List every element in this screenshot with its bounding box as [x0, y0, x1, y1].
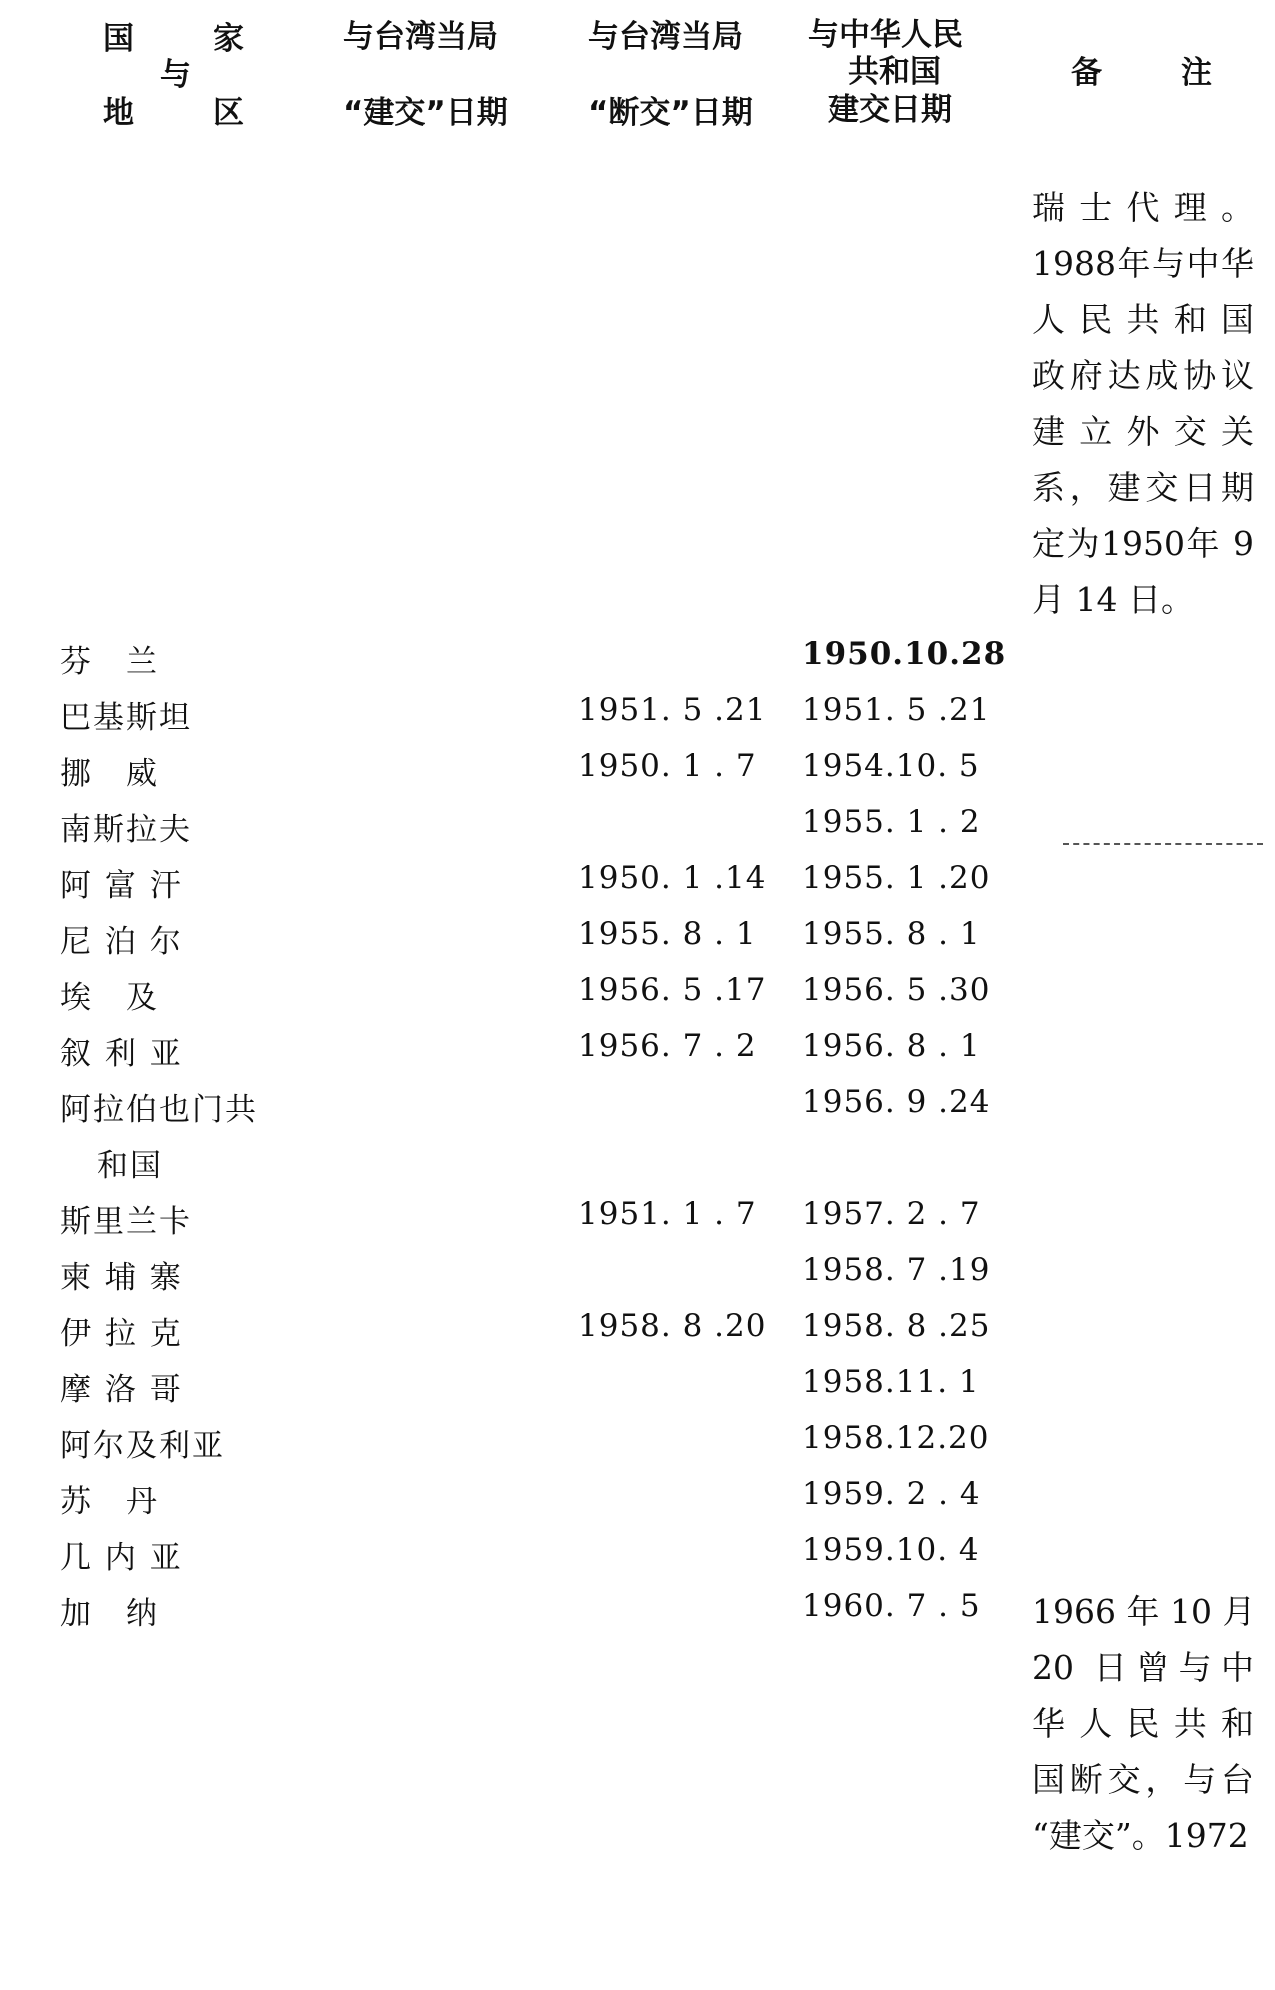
prc-date-cell: 1950.10.28 — [802, 636, 1007, 672]
remark-line: 国断交，与台 — [1032, 1760, 1254, 1799]
header-tw-break-line2: “断交”日期 — [588, 95, 753, 131]
prc-date-cell: 1955. 1 .20 — [802, 860, 991, 896]
prc-date-cell: 1960. 7 . 5 — [802, 1588, 981, 1624]
country-cell: 苏 丹 — [60, 1484, 159, 1520]
header-tw-break-line1: 与台湾当局 — [588, 19, 743, 55]
remark-line: 1966 年 10 月 — [1032, 1592, 1256, 1631]
tw-break-date-cell: 1951. 1 . 7 — [578, 1196, 757, 1232]
country-cell: 斯里兰卡 — [60, 1204, 192, 1240]
header-prc-line1: 与中华人民 — [808, 17, 963, 53]
prc-date-cell: 1957. 2 . 7 — [802, 1196, 981, 1232]
remark-line: 瑞士代理。 — [1032, 188, 1254, 227]
header-prc-line2: 共和国 — [848, 54, 941, 90]
country-cell: 阿尔及利亚 — [60, 1428, 225, 1464]
header-prc-line3: 建交日期 — [828, 92, 952, 128]
country-cell: 阿 富 汗 — [60, 868, 183, 904]
remark-line: 月 14 日。 — [1032, 580, 1194, 619]
prc-date-cell: 1958.12.20 — [802, 1420, 990, 1456]
header-country-top-left: 国 — [103, 21, 134, 57]
tw-break-date-cell: 1958. 8 .20 — [578, 1308, 767, 1344]
remark-line: 20 日曾与中 — [1032, 1648, 1254, 1687]
remark-line: 人民共和国 — [1032, 300, 1254, 339]
prc-date-cell: 1956. 8 . 1 — [802, 1028, 981, 1064]
prc-date-cell: 1955. 8 . 1 — [802, 916, 981, 952]
remark-line: 系，建交日期 — [1032, 468, 1254, 507]
country-cell: 阿拉伯也门共 — [60, 1092, 258, 1128]
tw-break-date-cell: 1950. 1 .14 — [578, 860, 767, 896]
tw-break-date-cell: 1956. 7 . 2 — [578, 1028, 757, 1064]
prc-date-cell: 1956. 9 .24 — [802, 1084, 991, 1120]
prc-date-cell: 1951. 5 .21 — [802, 692, 991, 728]
country-cell: 芬 兰 — [60, 644, 159, 680]
prc-date-cell: 1956. 5 .30 — [802, 972, 991, 1008]
header-country-mid: 与 — [160, 57, 191, 93]
remark-line: 华人民共和 — [1032, 1704, 1254, 1743]
country-cell: 巴基斯坦 — [60, 700, 192, 736]
country-cell: 尼 泊 尔 — [60, 924, 183, 960]
header-tw-establish-line1: 与台湾当局 — [343, 19, 498, 55]
header-tw-establish-line2: “建交”日期 — [343, 95, 508, 131]
country-cell: 柬 埔 寨 — [60, 1260, 183, 1296]
country-cell: 南斯拉夫 — [60, 812, 192, 848]
prc-date-cell: 1958. 7 .19 — [802, 1252, 991, 1288]
country-cell: 叙 利 亚 — [60, 1036, 183, 1072]
country-cell: 和国 — [97, 1148, 163, 1184]
header-remark-right: 注 — [1181, 55, 1212, 91]
remark-line: 政府达成协议 — [1032, 356, 1254, 395]
prc-date-cell: 1954.10. 5 — [802, 748, 980, 784]
header-country-top-right: 家 — [213, 21, 244, 57]
country-cell: 加 纳 — [60, 1596, 159, 1632]
country-cell: 伊 拉 克 — [60, 1316, 183, 1352]
country-cell: 几 内 亚 — [60, 1540, 183, 1576]
header-country-bottom-right: 区 — [213, 95, 244, 131]
country-cell: 挪 威 — [60, 756, 159, 792]
remark-line: 定为1950年 9 — [1032, 524, 1254, 563]
header-country-bottom-left: 地 — [103, 95, 134, 131]
country-cell: 摩 洛 哥 — [60, 1372, 183, 1408]
header-remark-left: 备 — [1071, 55, 1102, 91]
remark-line: 1988年与中华 — [1032, 244, 1254, 283]
tw-break-date-cell: 1956. 5 .17 — [578, 972, 767, 1008]
divider-line — [1063, 843, 1263, 845]
prc-date-cell: 1959.10. 4 — [802, 1532, 980, 1568]
prc-date-cell: 1955. 1 . 2 — [802, 804, 981, 840]
remark-line: 建立外交关 — [1032, 412, 1254, 451]
remark-line: “建交”。1972 — [1032, 1816, 1249, 1855]
tw-break-date-cell: 1955. 8 . 1 — [578, 916, 757, 952]
prc-date-cell: 1958. 8 .25 — [802, 1308, 991, 1344]
tw-break-date-cell: 1951. 5 .21 — [578, 692, 767, 728]
prc-date-cell: 1959. 2 . 4 — [802, 1476, 981, 1512]
country-cell: 埃 及 — [60, 980, 159, 1016]
prc-date-cell: 1958.11. 1 — [802, 1364, 980, 1400]
tw-break-date-cell: 1950. 1 . 7 — [578, 748, 757, 784]
